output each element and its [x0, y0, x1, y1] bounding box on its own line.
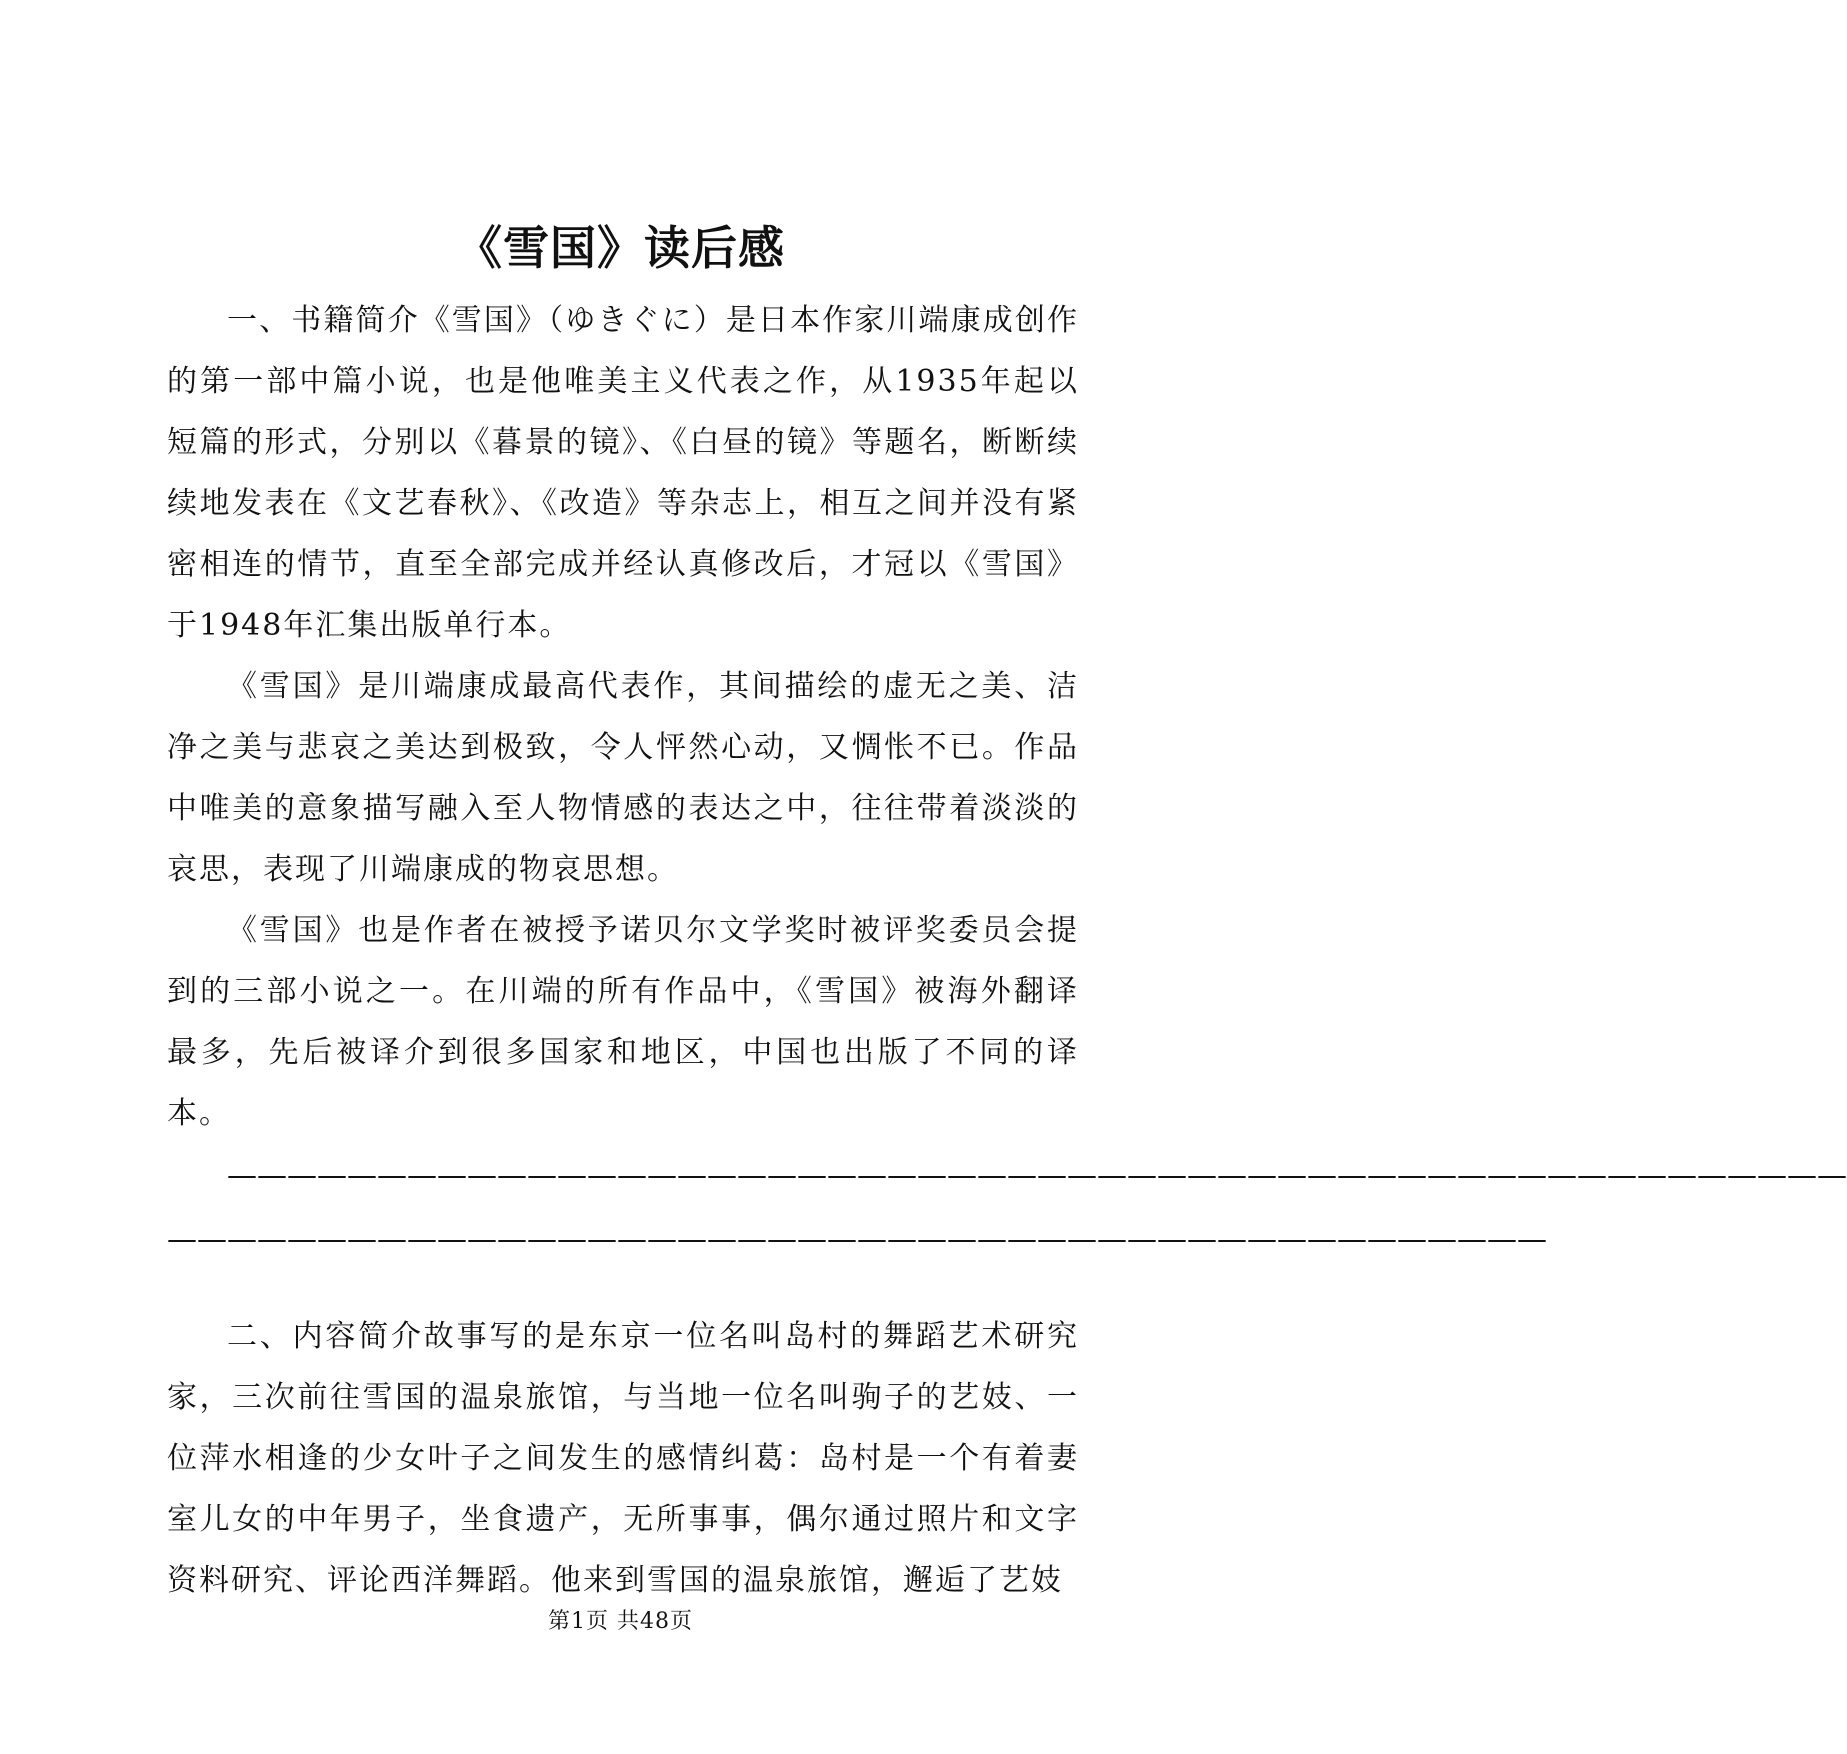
paragraph-content-intro: 二、内容简介故事写的是东京一位名叫岛村的舞蹈艺术研究家，三次前往雪国的温泉旅馆，与当地一位名叫驹子的艺妓、一位萍水相逢的少女叶子之间发生的感情纠葛：岛村是一个有着妻室儿女的中年男子，坐食遗产，无所事事，偶尔通过照片和文字资料研究、评论西洋舞蹈。他来到雪国的温泉旅馆，邂逅了艺妓: [167, 1319, 1079, 1598]
paragraph-book-intro: 一、书籍简介《雪国》（ゆきぐに）是日本作家川端康成创作的第一部中篇小说，也是他唯美主义代表之作，从1935年起以短篇的形式，分别以《暮景的镜》、《白昼的镜》等题名，断断续续地发表在《文艺春秋》、《改造》等杂志上，相互之间并没有紧密相连的情节，直至全部完成并经认真修改后，才冠以《雪国》于1948年汇集出版单行本。: [167, 303, 1079, 643]
page-number: 第1页 共48页: [548, 1609, 693, 1634]
paragraph-nobel-prize: 《雪国》也是作者在被授予诺贝尔文学奖时被评奖委员会提到的三部小说之一。在川端的所有作品中，《雪国》被海外翻译最多，先后被译介到很多国家和地区，中国也出版了不同的译本。: [167, 913, 1079, 1131]
section-gap: [167, 1272, 1079, 1306]
separator-line: ——————————————————————————————————————————————————————: [227, 1158, 1847, 1193]
document-body: [167, 290, 1847, 1611]
separator-line: ——————————————————————————————————————————————: [167, 1222, 1547, 1257]
document-title: 《雪国》读后感: [456, 221, 785, 275]
paragraph-representative-work: 《雪国》是川端康成最高代表作，其间描绘的虚无之美、洁净之美与悲哀之美达到极致，令人怦然心动，又惆怅不已。作品中唯美的意象描写融入至人物情感的表达之中，往往带着淡淡的哀思，表现了川端康成的物哀思想。: [167, 669, 1079, 887]
